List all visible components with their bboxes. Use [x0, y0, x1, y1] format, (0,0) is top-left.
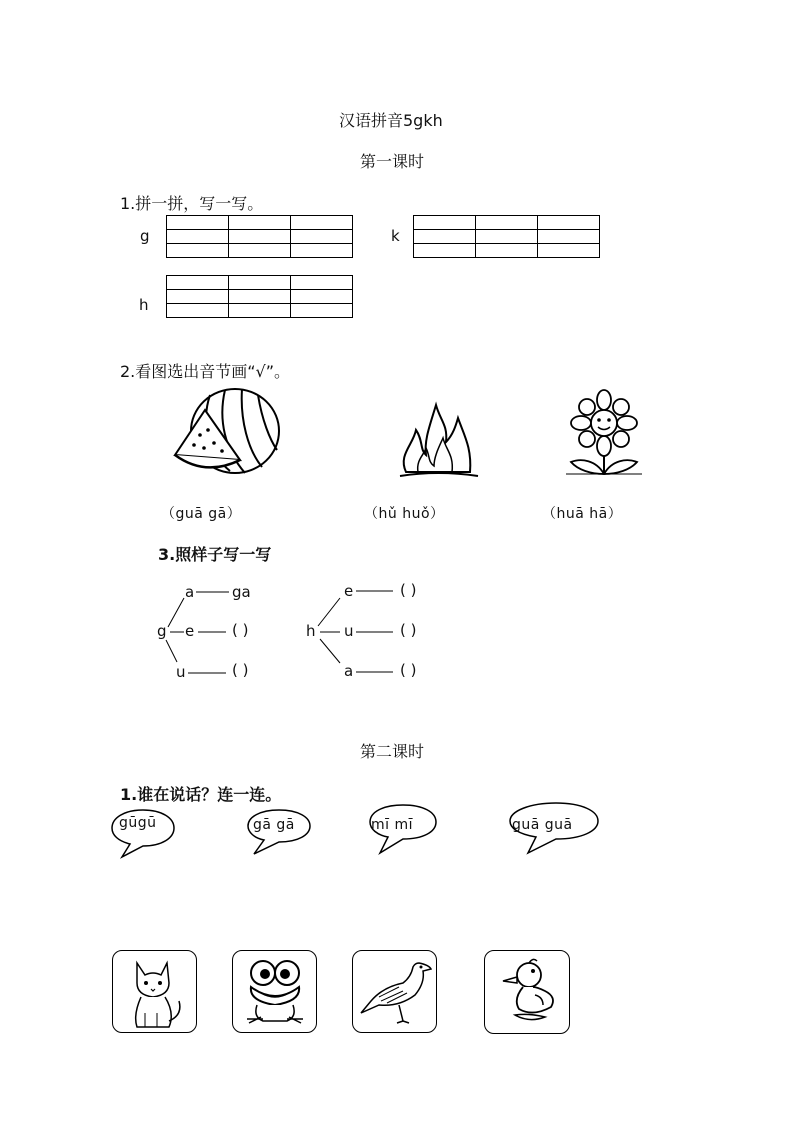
speech-bubble-3-text: mī mī: [371, 817, 414, 833]
question-1: 1.拼一拼，写一写。: [120, 194, 264, 213]
lesson-two-heading: 第二课时: [360, 742, 425, 761]
lesson2-question-1: 1.谁在说话？连一连。: [120, 785, 282, 804]
final-u-left: u: [176, 663, 186, 681]
speech-bubble-2-text: gā gā: [253, 817, 295, 833]
initial-g: g: [157, 622, 167, 640]
final-a-right: a: [344, 662, 354, 680]
letter-g: g: [140, 227, 150, 245]
final-e-right: e: [344, 582, 354, 600]
letter-h: h: [139, 296, 149, 314]
answer-blank-hu[interactable]: ( ): [400, 621, 417, 639]
speech-bubble-4-text: guā guā: [512, 817, 573, 833]
answer-blank-he[interactable]: ( ): [400, 581, 417, 599]
letter-k: k: [391, 227, 400, 245]
final-a-left: a: [185, 583, 195, 601]
option-flower[interactable]: （huā hā）: [542, 506, 623, 522]
animal-card-cat[interactable]: [112, 950, 197, 1033]
final-u-right: u: [344, 622, 354, 640]
answer-blank-gu[interactable]: ( ): [232, 661, 249, 679]
animal-card-frog[interactable]: [232, 950, 317, 1033]
page-title: 汉语拼音5gkh: [339, 111, 443, 130]
final-e-left: e: [185, 622, 195, 640]
initial-h: h: [306, 622, 316, 640]
duck-icon: [499, 957, 559, 1027]
animal-card-pigeon[interactable]: [352, 950, 437, 1033]
question-2: 2.看图选出音节画“√”。: [120, 362, 291, 381]
example-ga: ga: [232, 583, 251, 601]
option-fire[interactable]: （hǔ huǒ）: [364, 506, 445, 522]
answer-blank-ge[interactable]: ( ): [232, 621, 249, 639]
option-watermelon[interactable]: （guā gā）: [161, 506, 242, 522]
frog-icon: [243, 957, 307, 1027]
speech-bubble-1-text: gūgū: [119, 815, 157, 831]
question-3: 3.照样子写一写: [158, 545, 272, 564]
answer-blank-ha[interactable]: ( ): [400, 661, 417, 679]
animal-card-duck[interactable]: [484, 950, 570, 1034]
lesson-one-heading: 第一课时: [360, 152, 425, 171]
cat-icon: [123, 955, 187, 1029]
pigeon-icon: [359, 957, 431, 1027]
